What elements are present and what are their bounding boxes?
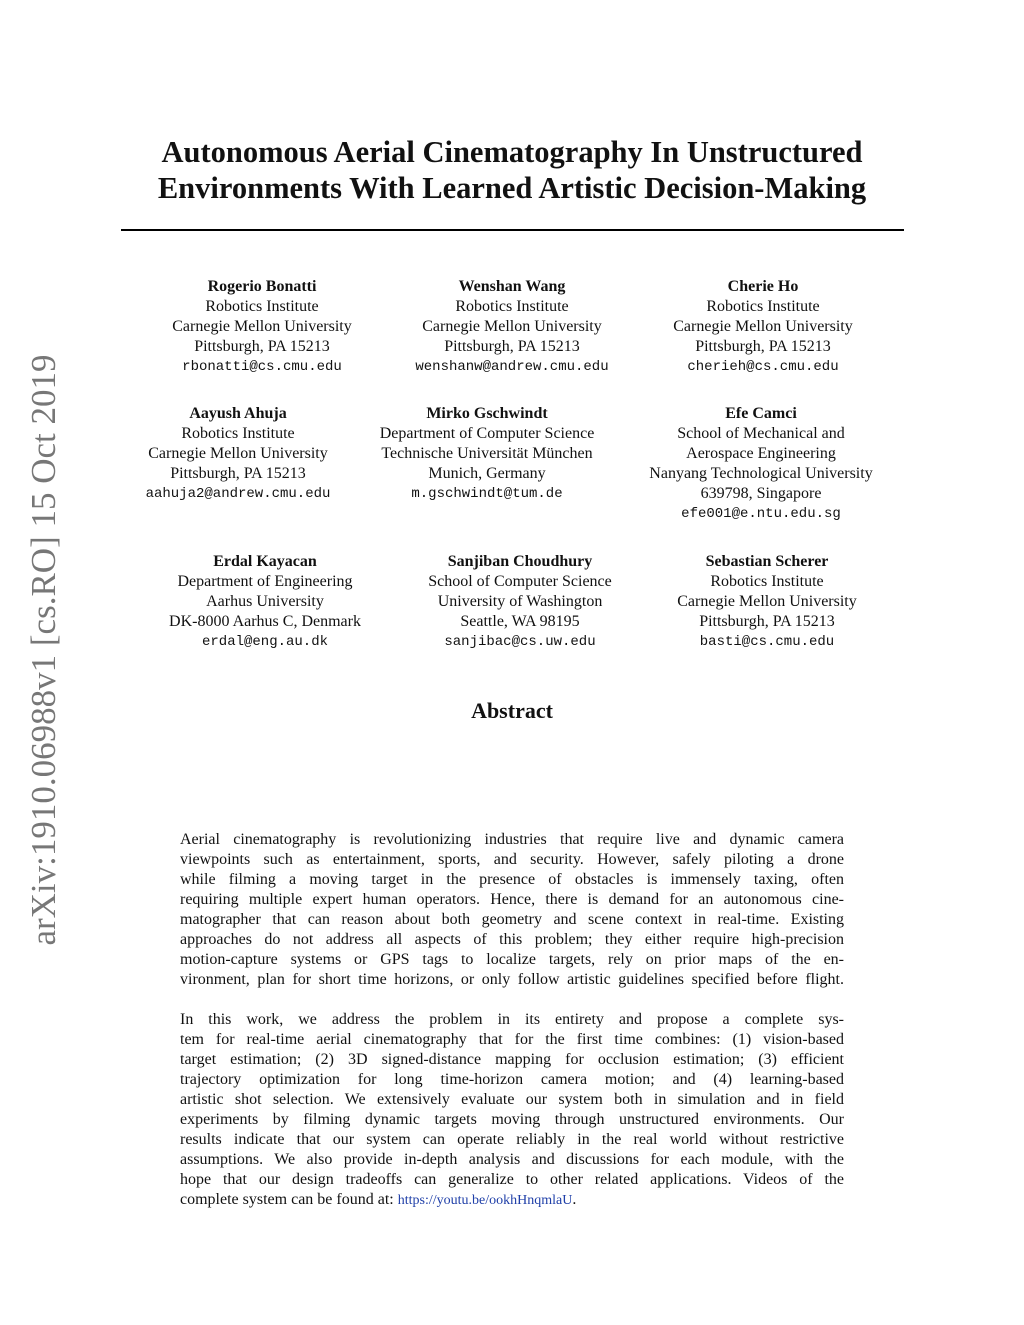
abstract-line: vironment, plan for short time horizons, or only follow artistic guidelines specified before flight.: [180, 971, 844, 988]
author-affiliation: Pittsburgh, PA 15213: [170, 465, 306, 482]
author-affiliation: Robotics Institute: [710, 573, 824, 590]
author-name: Rogerio Bonatti: [207, 278, 317, 295]
author-affiliation: Munich, Germany: [428, 465, 546, 482]
author-affiliation: Carnegie Mellon University: [148, 445, 328, 462]
abstract-line: artistic shot selection. We extensively evaluate our system both in simulation and in field: [180, 1091, 844, 1108]
author-affiliation: 639798, Singapore: [700, 485, 822, 502]
author-block: [337, 404, 637, 504]
abstract-line-text: complete system can be found at:: [180, 1191, 394, 1208]
author-affiliation: Pittsburgh, PA 15213: [699, 613, 835, 630]
video-link[interactable]: https://youtu.be/ookhHnqmlaU: [397, 1193, 573, 1208]
author-email[interactable]: wenshanw@andrew.cmu.edu: [415, 359, 609, 375]
abstract-line: requiring multiple expert human operators. Hence, there is demand for an autonomous cine-: [180, 891, 844, 908]
abstract-line: experiments by filming dynamic targets moving through unstructured environments. Our: [180, 1111, 844, 1128]
author-affiliation: Carnegie Mellon University: [422, 318, 602, 335]
author-affiliation: Pittsburgh, PA 15213: [695, 338, 831, 355]
author-email[interactable]: aahuja2@andrew.cmu.edu: [145, 486, 331, 502]
author-name: Cherie Ho: [727, 278, 799, 295]
abstract-line: while filming a moving target in the presence of obstacles is immensely taxing, often: [180, 871, 844, 888]
author-affiliation: Aerospace Engineering: [686, 445, 836, 462]
author-affiliation: Robotics Institute: [455, 298, 569, 315]
abstract-last-line: [180, 1190, 844, 1210]
author-affiliation: Department of Computer Science: [379, 425, 595, 442]
abstract-paragraph-2: [180, 1010, 844, 1210]
author-affiliation: Robotics Institute: [205, 298, 319, 315]
abstract-line: trajectory optimization for long time-horizon camera motion; and (4) learning-based: [180, 1071, 844, 1088]
author-name: Wenshan Wang: [458, 278, 566, 295]
author-affiliation: University of Washington: [437, 593, 603, 610]
author-email[interactable]: efe001@e.ntu.edu.sg: [681, 506, 841, 522]
author-email[interactable]: basti@cs.cmu.edu: [699, 634, 835, 650]
abstract-paragraph-1: [180, 830, 844, 990]
author-affiliation: Carnegie Mellon University: [677, 593, 857, 610]
abstract-line: assumptions. We also provide in-depth analysis and discussions for each module, with the: [180, 1151, 844, 1168]
author-affiliation: Carnegie Mellon University: [673, 318, 853, 335]
author-affiliation: Nanyang Technological University: [649, 465, 873, 482]
author-name: Sebastian Scherer: [705, 553, 829, 570]
author-block: [611, 404, 911, 524]
abstract-line: results indicate that our system can operate reliably in the real world without restrictive: [180, 1131, 844, 1148]
abstract-line: viewpoints such as entertainment, sports, and security. However, safely piloting a drone: [180, 851, 844, 868]
abstract-line: motion-capture systems or GPS tags to localize targets, rely on prior maps of the en-: [180, 951, 844, 968]
author-name: Mirko Gschwindt: [426, 405, 548, 422]
author-affiliation: Robotics Institute: [706, 298, 820, 315]
author-affiliation: Robotics Institute: [181, 425, 295, 442]
abstract-line: matographer that can reason about both geometry and scene context in real-time. Existing: [180, 911, 844, 928]
author-affiliation: Aarhus University: [206, 593, 324, 610]
author-affiliation: School of Mechanical and: [677, 425, 845, 442]
author-affiliation: Carnegie Mellon University: [172, 318, 352, 335]
author-affiliation: Pittsburgh, PA 15213: [444, 338, 580, 355]
author-email[interactable]: m.gschwindt@tum.de: [411, 486, 563, 502]
paper-title: [100, 134, 924, 206]
abstract-line: approaches do not address all aspects of this problem; they either require high-precision: [180, 931, 844, 948]
author-name: Efe Camci: [725, 405, 797, 422]
author-email[interactable]: sanjibac@cs.uw.edu: [444, 634, 596, 650]
author-name: Sanjiban Choudhury: [447, 553, 593, 570]
link-suffix: .: [572, 1191, 577, 1208]
author-name: Erdal Kayacan: [213, 553, 317, 570]
author-email[interactable]: cherieh@cs.cmu.edu: [687, 359, 839, 375]
author-affiliation: Technische Universität München: [381, 445, 593, 462]
author-affiliation: Seattle, WA 98195: [460, 613, 580, 630]
title-rule: [121, 229, 904, 231]
abstract-line: Aerial cinematography is revolutionizing industries that require live and dynamic camera: [180, 831, 844, 848]
author-email[interactable]: erdal@eng.au.dk: [201, 634, 329, 650]
author-affiliation: Department of Engineering: [177, 573, 353, 590]
author-affiliation: DK-8000 Aarhus C, Denmark: [169, 613, 361, 630]
title-line: Environments With Learned Artistic Decision-Making: [157, 171, 867, 205]
abstract-line: In this work, we address the problem in its entirety and propose a complete sys-: [180, 1011, 844, 1028]
author-block: [613, 277, 913, 377]
abstract-line: target estimation; (2) 3D signed-distance mapping for occlusion estimation; (3) efficient: [180, 1051, 844, 1068]
title-line: Autonomous Aerial Cinematography In Unstructured: [161, 135, 863, 169]
author-affiliation: Pittsburgh, PA 15213: [194, 338, 330, 355]
author-block: [617, 552, 917, 652]
arxiv-side-stamp: arXiv:1910.06988v1 [cs.RO] 15 Oct 2019: [24, 354, 63, 946]
author-affiliation: School of Computer Science: [428, 573, 612, 590]
abstract-line: tem for real-time aerial cinematography that for the first time combines: (1) vision-based: [180, 1031, 844, 1048]
author-email[interactable]: rbonatti@cs.cmu.edu: [182, 359, 342, 375]
abstract-line: hope that our design tradeoffs can generalize to other related applications. Videos of the: [180, 1171, 844, 1188]
author-name: Aayush Ahuja: [189, 405, 287, 422]
abstract-heading: Abstract: [471, 698, 553, 723]
